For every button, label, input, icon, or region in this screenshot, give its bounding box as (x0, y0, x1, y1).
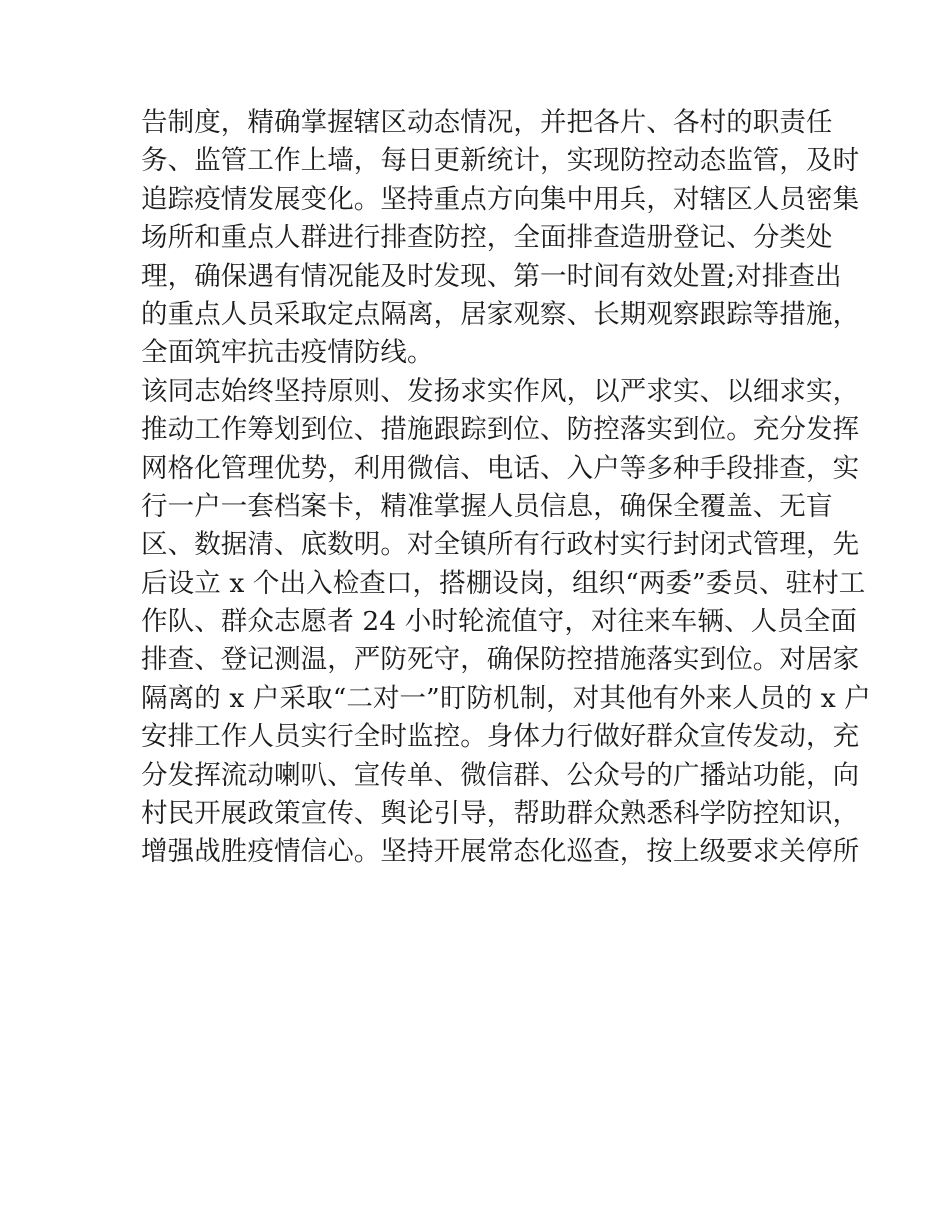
body-text (141, 104, 871, 872)
text-line: 分发挥流动喇叭、宣传单、微信群、公众号的广播站功能，向 (141, 759, 860, 791)
text-line: 后设立 x 个出入检查口，搭棚设岗，组织“两委”委员、驻村工 (141, 567, 866, 599)
text-line: 推动工作筹划到位、措施跟踪到位、防控落实到位。充分发挥 (141, 414, 860, 446)
text-line: 增强战胜疫情信心。坚持开展常态化巡查，按上级要求关停所 (141, 836, 860, 868)
text-line: 排查、登记测温，严防死守，确保防控措施落实到位。对居家 (141, 644, 860, 676)
text-line: 网格化管理优势，利用微信、电话、入户等多种手段排查，实 (141, 452, 860, 484)
text-line: 的重点人员采取定点隔离，居家观察、长期观察跟踪等措施， (141, 298, 860, 330)
text-line: 告制度，精确掌握辖区动态情况，并把各片、各村的职责任 (141, 107, 833, 138)
text-line: 隔离的 x 户采取“二对一”盯防机制，对其他有外来人员的 x 户 (141, 682, 871, 714)
text-line: 该同志始终坚持原则、发扬求实作风，以严求实、以细求实， (141, 375, 860, 407)
text-line: 场所和重点人群进行排查防控，全面排查造册登记、分类处 (141, 222, 833, 254)
text-line: 行一户一套档案卡，精准掌握人员信息，确保全覆盖、无盲 (141, 490, 833, 522)
text-line: 作队、群众志愿者 24 小时轮流值守，对往来车辆、人员全面 (141, 606, 857, 638)
text-line: 安排工作人员实行全时监控。身体力行做好群众宣传发动，充 (141, 721, 860, 753)
text-line: 村民开展政策宣传、舆论引导，帮助群众熟悉科学防控知识， (141, 798, 860, 830)
text-line: 务、监管工作上墙，每日更新统计，实现防控动态监管，及时 (141, 145, 860, 177)
text-line: 追踪疫情发展变化。坚持重点方向集中用兵，对辖区人员密集 (141, 183, 860, 215)
text-line: 区、数据清、底数明。对全镇所有行政村实行封闭式管理，先 (141, 529, 860, 561)
text-line: 理，确保遇有情况能及时发现、第一时间有效处置;对排查出 (141, 260, 842, 292)
text-line: 全面筑牢抗击疫情防线。 (141, 337, 434, 369)
